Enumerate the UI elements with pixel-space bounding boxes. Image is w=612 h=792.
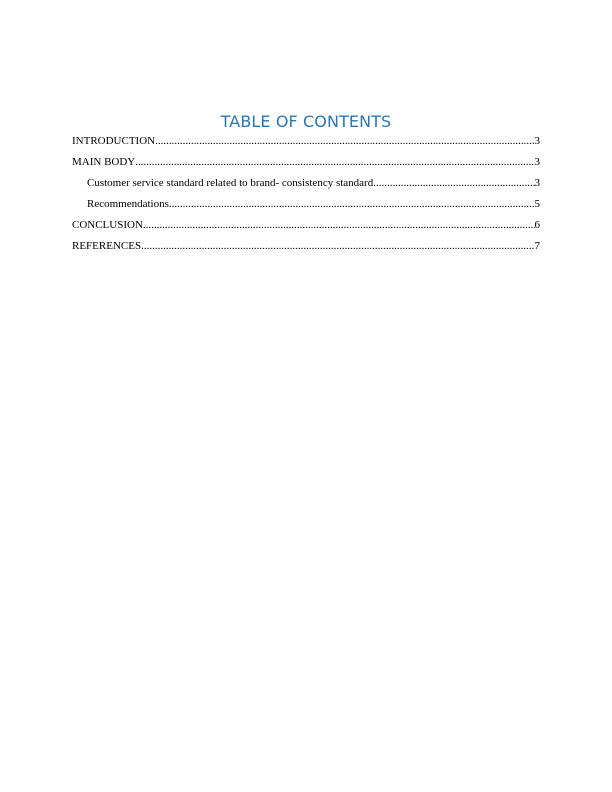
toc-entry-references[interactable] <box>72 238 540 259</box>
toc-dot-leader <box>373 175 534 191</box>
toc-entry-page-number: 3 <box>534 156 540 168</box>
toc-entry-label: INTRODUCTION <box>72 135 156 147</box>
toc-entry-label: REFERENCES <box>72 240 142 252</box>
toc-entry-introduction[interactable] <box>72 133 540 154</box>
toc-dot-leader <box>169 196 535 212</box>
toc-entry-conclusion[interactable] <box>72 217 540 238</box>
toc-entry-page-number: 7 <box>534 240 540 252</box>
toc-dot-leader <box>143 217 535 233</box>
toc-entry-main-body[interactable] <box>72 154 540 175</box>
toc-dot-leader <box>135 154 534 170</box>
toc-entry-page-number: 3 <box>534 177 540 189</box>
toc-title: TABLE OF CONTENTS <box>220 112 392 131</box>
table-of-contents <box>72 133 540 259</box>
toc-entry-label: Recommendations <box>87 198 169 210</box>
toc-entry-label: CONCLUSION <box>72 219 143 231</box>
toc-entry-customer-service-standard[interactable] <box>72 175 540 196</box>
toc-entry-page-number: 3 <box>534 135 540 147</box>
toc-entry-recommendations[interactable] <box>72 196 540 217</box>
toc-entry-page-number: 5 <box>534 198 540 210</box>
toc-dot-leader <box>155 133 534 149</box>
toc-entry-page-number: 6 <box>534 219 540 231</box>
toc-dot-leader <box>141 238 534 254</box>
toc-entry-label: MAIN BODY <box>72 156 136 168</box>
toc-entry-label: Customer service standard related to brand- consistency standard <box>87 177 374 189</box>
